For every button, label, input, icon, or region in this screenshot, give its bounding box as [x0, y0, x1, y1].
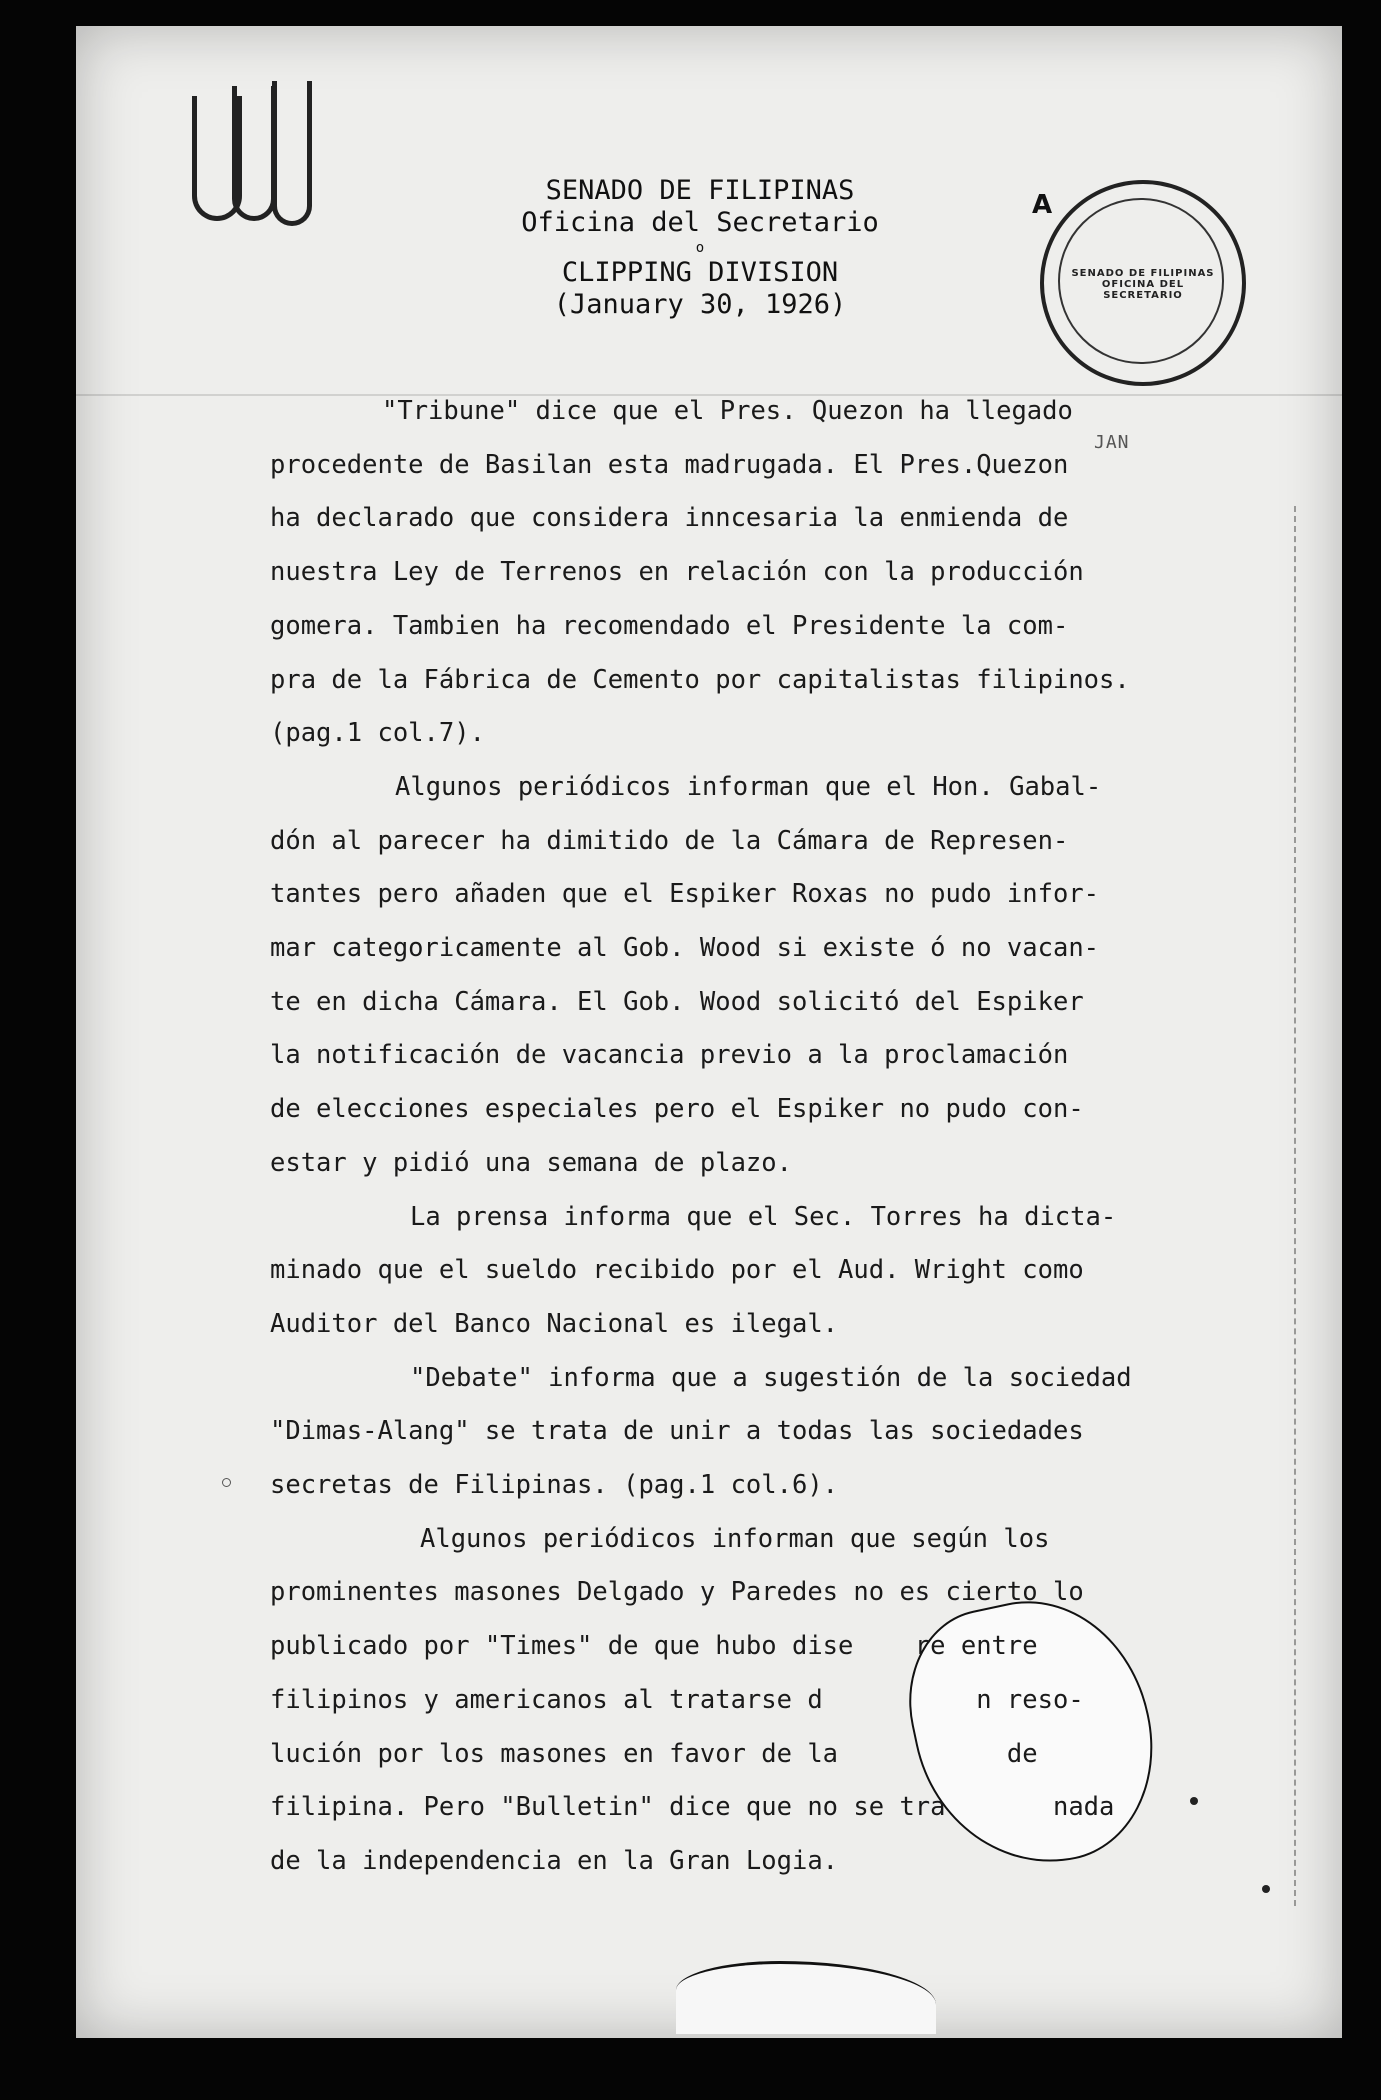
text-line: La prensa informa que el Sec. Torres ha dicta- [410, 1201, 1117, 1232]
text-line: publicado por "Times" de que hubo dise re entre [270, 1631, 1038, 1662]
text-line: minado que el sueldo recibido por el Aud. Wright como [270, 1255, 1084, 1286]
text-line: pra de la Fábrica de Cemento por capitalistas filipinos. [270, 664, 1130, 695]
text-line: (pag.1 col.7). [270, 718, 485, 749]
text-line: la notificación de vacancia previo a la proclamación [270, 1040, 1069, 1071]
text-line: mar categoricamente al Gob. Wood si existe ó no vacan- [270, 933, 1100, 964]
paragraph-4 [270, 1352, 1170, 1513]
text-line: procedente de Basilan esta madrugada. El Pres.Quezon [270, 449, 1069, 480]
torn-edge-bottom [676, 1961, 936, 2034]
paragraph-5 [270, 1513, 1170, 1889]
text-line: prominentes masones Delgado y Paredes no es cierto lo [270, 1577, 1084, 1608]
punch-hole-mark [1262, 1885, 1270, 1893]
header-separator: o [695, 240, 705, 256]
corner-mark: A [1032, 190, 1053, 220]
paragraph-3 [270, 1191, 1170, 1352]
punch-hole-mark [222, 1478, 231, 1487]
text-line: Auditor del Banco Nacional es ilegal. [270, 1308, 839, 1339]
text-line: ha declarado que considera inncesaria la enmienda de [270, 503, 1069, 534]
text-line: estar y pidió una semana de plazo. [270, 1147, 792, 1178]
header-date: (January 30, 1926) [553, 289, 847, 320]
paragraph-1 [270, 385, 1170, 761]
text-line: "Tribune" dice que el Pres. Quezon ha llegado [382, 396, 1073, 426]
text-line: tantes pero añaden que el Espiker Roxas no pudo infor- [270, 879, 1100, 910]
header-office: Oficina del Secretario [521, 207, 879, 238]
handwritten-mark [172, 76, 352, 246]
stamp-side-text: JAN [1094, 432, 1130, 453]
text-line: filipina. Pero "Bulletin" dice que no se tra nada [270, 1792, 1115, 1823]
text-line: secretas de Filipinas. (pag.1 col.6). [270, 1470, 839, 1501]
header-division: CLIPPING DIVISION [561, 257, 839, 288]
text-line: nuestra Ley de Terrenos en relación con la producción [270, 557, 1084, 588]
text-line: lución por los masones en favor de la de [270, 1738, 1038, 1769]
text-line: gomera. Tambien ha recomendado el Presidente la com- [270, 610, 1069, 641]
seal-text: SENADO DE FILIPINAS OFICINA DEL SECRETARIO [1071, 268, 1215, 301]
text-line: filipinos y americanos al tratarse d n reso- [270, 1684, 1084, 1715]
clipping-body [270, 385, 1170, 1889]
header-senate: SENADO DE FILIPINAS [545, 175, 855, 206]
official-seal-stamp [1040, 180, 1246, 386]
paragraph-2 [270, 761, 1170, 1191]
text-line: dón al parecer ha dimitido de la Cámara de Represen- [270, 825, 1069, 856]
text-line: "Dimas-Alang" se trata de unir a todas las sociedades [270, 1416, 1084, 1447]
text-line: "Debate" informa que a sugestión de la sociedad [410, 1362, 1132, 1393]
text-line: Algunos periódicos informan que el Hon. Gabal- [395, 771, 1102, 802]
text-line: de elecciones especiales pero el Espiker no pudo con- [270, 1094, 1084, 1125]
text-line: de la independencia en la Gran Logia. [270, 1845, 839, 1876]
text-line: te en dicha Cámara. El Gob. Wood solicitó del Espiker [270, 986, 1084, 1017]
document-header [440, 175, 960, 321]
text-line: Algunos periódicos informan que según los [420, 1523, 1050, 1554]
punch-hole-mark [1190, 1797, 1198, 1805]
